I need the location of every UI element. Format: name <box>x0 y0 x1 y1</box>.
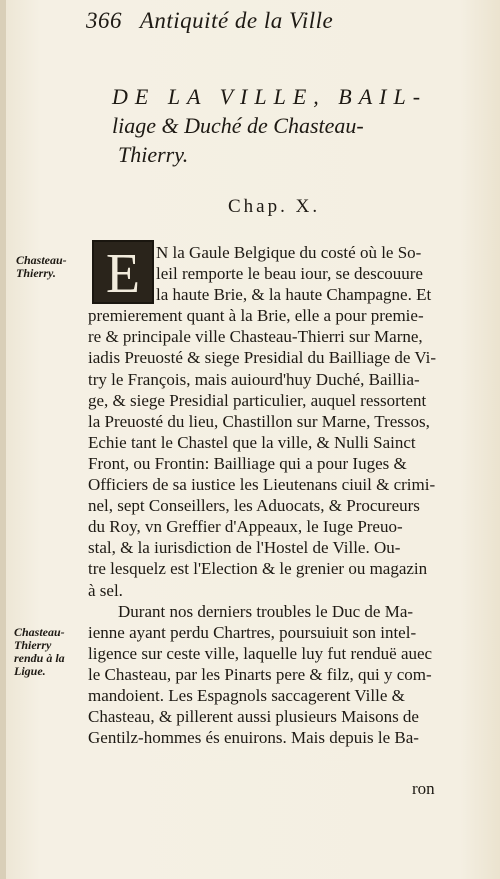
text-line: ge, & siege Presidial particulier, auquel ressortent <box>88 390 427 410</box>
title-line-2: liage & Duché de Chasteau- <box>112 113 364 138</box>
text-line: du Roy, vn Greffier d'Appeaux, le Iuge Preuo- <box>88 517 403 537</box>
text-line: nel, sept Conseillers, les Aduocats, & Procureurs <box>88 496 420 516</box>
text-line: ligence sur ceste ville, laquelle luy fut renduë auec <box>88 643 433 663</box>
margin-note-line: rendu à la <box>14 651 65 665</box>
body-text <box>88 242 472 748</box>
text-line: mandoient. Les Espagnols saccagerent Ville & <box>88 685 405 705</box>
gutter-shadow <box>0 0 6 879</box>
text-line: iadis Preuosté & siege Presidial du Bailliage de Vi- <box>88 348 437 368</box>
text-line: le Chasteau, par les Pinarts pere & filz, qui y com- <box>88 664 432 684</box>
margin-note-line: Chasteau- <box>14 625 65 639</box>
text-line: Front, ou Frontin: Bailliage qui a pour Iuges & <box>88 453 407 473</box>
section-title <box>112 82 452 169</box>
page-number: 366 <box>86 8 122 33</box>
text-line: la haute Brie, & la haute Champagne. Et <box>156 285 432 305</box>
title-line-1: DE LA VILLE, BAIL- <box>112 84 428 109</box>
margin-note-2 <box>14 626 65 678</box>
running-title: Antiquité de la Ville <box>139 8 334 33</box>
title-line-3: Thierry. <box>118 142 189 167</box>
text-line: tre lesquelz est l'Election & le grenier ou magazin <box>88 559 428 579</box>
margin-note-line: Chasteau- <box>16 253 67 267</box>
text-line: Officiers de sa iustice les Lieutenans ciuil & crimi- <box>88 475 436 495</box>
chapter-heading: Chap. X. <box>228 196 321 217</box>
drop-cap: E <box>92 240 154 304</box>
margin-note-line: Ligue. <box>14 664 46 678</box>
text-line: stal, & la iurisdiction de l'Hostel de Ville. Ou- <box>88 538 401 558</box>
margin-note-line: Thierry <box>14 638 52 652</box>
text-line: à sel. <box>88 580 123 600</box>
text-line: Chasteau, & pillerent aussi plusieurs Maisons de <box>88 707 419 727</box>
text-line: re & principale ville Chasteau-Thierri sur Marne, <box>88 327 423 347</box>
text-line: ienne ayant perdu Chartres, poursuiuit son intel- <box>88 622 417 642</box>
text-line: leil remporte le beau iour, se descouure <box>156 264 423 284</box>
running-header <box>86 8 466 34</box>
text-line: N la Gaule Belgique du costé où le So- <box>156 243 422 262</box>
margin-note-line: Thierry. <box>16 266 56 280</box>
text-line: Durant nos derniers troubles le Duc de Ma- <box>118 601 414 621</box>
text-line: try le François, mais auiourd'huy Duché, Baillia- <box>88 369 420 389</box>
catchword: ron <box>412 779 435 798</box>
margin-note-1 <box>16 254 67 280</box>
text-line: Echie tant le Chastel que la ville, & Nulli Sainct <box>88 432 416 452</box>
text-line: premierement quant à la Brie, elle a pour premie- <box>88 306 424 326</box>
text-line: Gentilz-hommes és enuirons. Mais depuis le Ba- <box>88 728 419 748</box>
text-line: la Preuosté du lieu, Chastillon sur Marne, Tressos, <box>88 411 430 431</box>
